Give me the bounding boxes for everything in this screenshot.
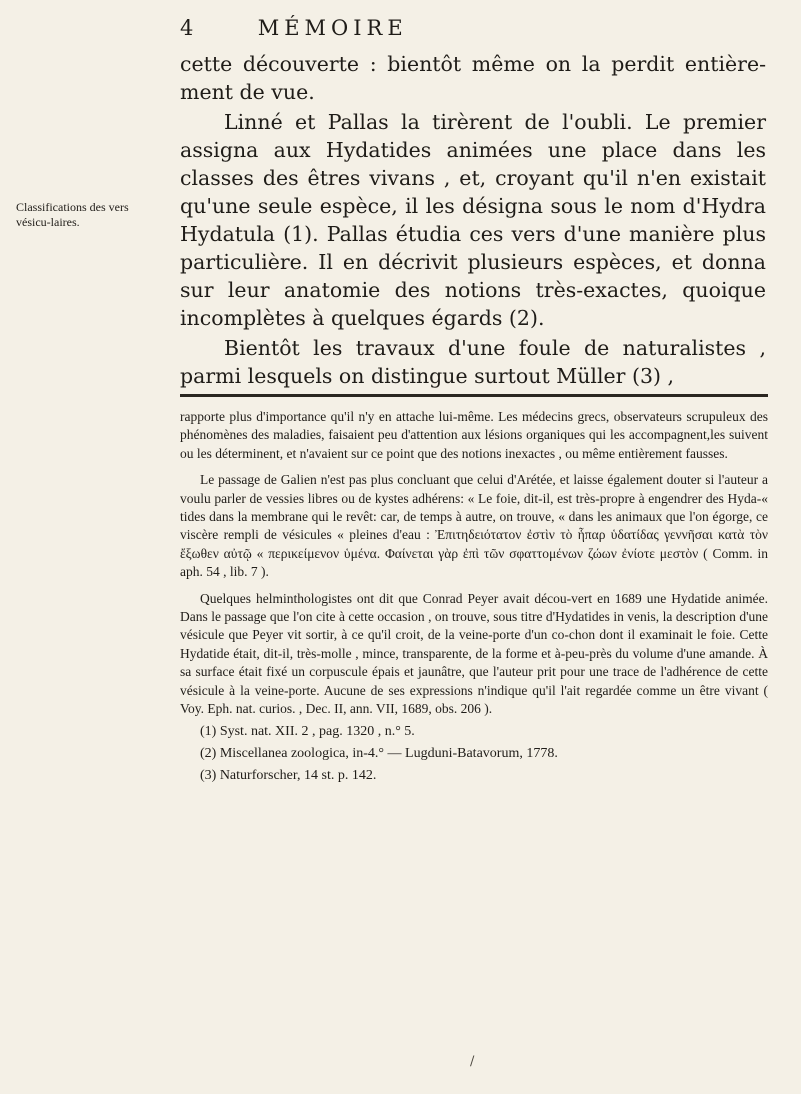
footnotes [180,408,768,786]
running-header [180,16,740,40]
reference-item: (3) Naturforscher, 14 st. p. 142. [200,768,377,784]
body-paragraph: Bientôt les travaux d'une foule de naturalistes , parmi lesquels on distingue surtout Müller (3) , [180,336,766,388]
reference-item: (1) Syst. nat. XII. 2 , pag. 1320 , n.° 5. [200,723,415,739]
note-paragraph: Le passage de Galien n'est pas plus concluant que celui d'Arétée, et laisse également douter si l'auteur a voulu parler de vessies libres ou de kystes adhérens: « Le foie, dit-il, est très-propre à engendrer des Hyda-« tides dans la membrane qui le revêt: car, de temps à autre, on trouve, « dans les animaux que l'on égorge, ce viscère rempli de vésicules « pleines d'eau : Ἐπιτηδειότατον ἐστὶν τὸ ἧπαρ ὑδατίδας γεννῆσαι κατὰ τὸν ἔξωθεν αὐτῷ « περικείμενον ὑμένα. Φαίνεται γὰρ ἐπὶ τῶν σφαττομένων ζώων ἐνίοτε μεστὸν ( Comm. in aph. 54 , lib. 7 ). [180,472,768,580]
margin-note: Classifications des vers vésicu-laires. [16,200,129,229]
running-title: MÉMOIRE [257,16,408,40]
note-paragraph: rapporte plus d'importance qu'il n'y en attache lui-même. Les médecins grecs, observateurs scrupuleux des phénomènes des maladies, faisaient peu d'attention aux lésions organiques qui les accompagnent,les suivent ou les déterminent, et n'avaient sur ce point que des notions inexactes , ou même entièrement fausses. [180,409,768,461]
body-paragraph: Linné et Pallas la tirèrent de l'oubli. Le premier assigna aux Hydatides animées une place dans les classes des êtres vivans , et, croyant qu'il n'en existait qu'une seule espèce, il les désigna sous le nom d'Hydra Hydatula (1). Pallas étudia ces vers d'une manière plus particulière. Il en décrivit plusieurs espèces, et donna sur leur anatomie des notions très-exactes, quoique incomplètes à quelques égards (2). [180,110,766,330]
body-paragraph: cette découverte : bientôt même on la perdit entière-ment de vue. [180,52,766,104]
stray-mark: / [470,1054,475,1069]
page-number: 4 [180,16,195,40]
note-paragraph: Quelques helminthologistes ont dit que Conrad Peyer avait décou-vert en 1689 une Hydatide animée. Dans le passage que l'on cite à cette occasion , on trouve, sous titre d'Hydatides in venis, la description d'une vésicule que Peyer vit sortir, à ce qu'il croit, de la veine-porte d'un co-chon dont il examinait le foie. Cette Hydatide était, dit-il, très-molle , mince, transparente, de la forme et à-peu-près du volume d'une amande. À sa surface était fixé un corpuscule épais et jaunâtre, que l'auteur prit pour une trace de l'adhérence de cette vésicule à la veine-porte. Aucune de ses expressions n'indique qu'il l'ait regardée comme un être vivant ( Voy. Eph. nat. curios. , Dec. II, ann. VII, 1689, obs. 206 ). [180,590,768,717]
main-text [180,50,766,390]
reference-item: (2) Miscellanea zoologica, in-4.° — Lugduni-Batavorum, 1778. [200,745,558,761]
footnote-divider [180,394,768,397]
